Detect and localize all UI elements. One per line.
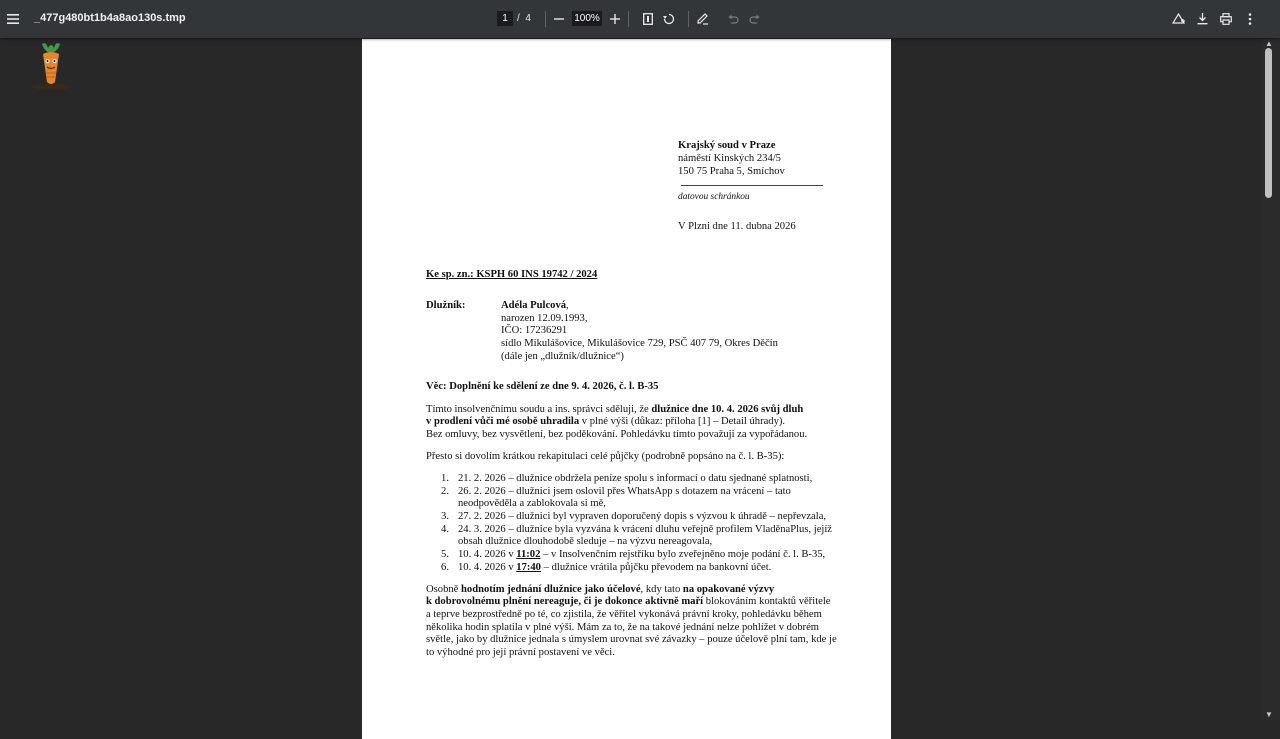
list-item-continued: obsah dlužnice dlouhodobě sleduje – na výzvu nereagovala, bbox=[458, 536, 713, 547]
scroll-up-arrow-icon[interactable]: ▲ bbox=[1265, 39, 1273, 48]
paragraph-1-line-2: v prodlení vůči mé osobě uhradila v plné výši (důkaz: příloha [1] – Detail úhrady). bbox=[426, 416, 786, 427]
court-street: náměstí Kinských 234/5 bbox=[678, 153, 781, 164]
list-item: 10. 4. 2026 v 17:40 – dlužnice vrátila půjčku převodem na bankovní účet. bbox=[458, 562, 772, 573]
address-rule bbox=[681, 185, 823, 186]
paragraph-3-line-1: Osobně hodnotím jednání dlužnice jako účelové, kdy tato na opakované výzvy bbox=[426, 584, 775, 595]
list-item: 21. 2. 2026 – dlužnice obdržela peníze spolu s informací o datu sjednané splatnosti, bbox=[458, 473, 813, 484]
more-vertical-icon[interactable] bbox=[1240, 9, 1260, 29]
court-name: Krajský soud v Praze bbox=[678, 140, 776, 151]
page-count: / 4 bbox=[517, 13, 531, 24]
list-number: 3. bbox=[441, 511, 449, 522]
debtor-ico: IČO: 17236291 bbox=[501, 325, 568, 336]
menu-icon[interactable] bbox=[3, 9, 23, 29]
file-name: _477g480bt1b4a8ao130s.tmp bbox=[34, 12, 186, 24]
redo-icon[interactable] bbox=[744, 9, 764, 29]
list-item: 26. 2. 2026 – dlužnici jsem oslovil přes WhatsApp s dotazem na vrácení – tato bbox=[458, 486, 791, 497]
paragraph-1-line-1: Tímto insolvenčnímu soudu a ins. správci sděluji, že dlužnice dne 10. 4. 2026 svůj dluh bbox=[426, 404, 804, 415]
plus-icon[interactable] bbox=[605, 9, 625, 29]
pdf-page bbox=[362, 39, 891, 739]
annotate-icon[interactable] bbox=[693, 9, 713, 29]
debtor-label: Dlužník: bbox=[426, 300, 466, 311]
toolbar-divider bbox=[628, 11, 629, 27]
delivery-method: datovou schránkou bbox=[678, 192, 750, 202]
place-date: V Plzni dne 11. dubna 2026 bbox=[678, 221, 796, 232]
print-icon[interactable] bbox=[1216, 9, 1236, 29]
rotate-icon[interactable] bbox=[659, 9, 679, 29]
paragraph-3-line-6: to výhodné pro její právní postavení ve věci. bbox=[426, 647, 615, 658]
zoom-input[interactable]: 100% bbox=[572, 11, 602, 26]
carrot-mascot-icon bbox=[28, 42, 74, 90]
debtor-birth: narozen 12.09.1993, bbox=[501, 313, 588, 324]
paragraph-3-line-3: a teprve bezprostředně po té, co zjistila, že věřitel vykonává právní kroky, pohledávku během bbox=[426, 609, 822, 620]
debtor-alias: (dále jen „dlužník/dlužnice“) bbox=[501, 351, 624, 362]
list-number: 1. bbox=[441, 473, 449, 484]
fit-page-icon[interactable] bbox=[638, 9, 658, 29]
list-item: 10. 4. 2026 v 11:02 – v Insolvenčním rejstříku bylo zveřejněno moje podání č. l. B-35, bbox=[458, 549, 826, 560]
page-number-input[interactable]: 1 bbox=[497, 11, 513, 26]
list-item: 24. 3. 2026 – dlužnice byla vyzvána k vrácení dluhu veřejně profilem VladěnaPlus, jejíž bbox=[458, 524, 833, 535]
download-icon[interactable] bbox=[1192, 9, 1212, 29]
debtor-name: Adéla Pulcová, bbox=[501, 300, 569, 311]
minus-icon[interactable] bbox=[549, 9, 569, 29]
paragraph-1-line-3: Bez omluvy, bez vysvětlení, bez poděkování. Pohledávku tímto považuji za vypořádanou. bbox=[426, 429, 808, 440]
list-item-continued: neodpověděla a zablokovala si mě, bbox=[458, 498, 606, 509]
debtor-seat: sídlo Mikulášovice, Mikulášovice 729, PSČ 407 79, Okres Děčín bbox=[501, 338, 778, 349]
list-number: 2. bbox=[441, 486, 449, 497]
court-city: 150 75 Praha 5, Smíchov bbox=[678, 166, 785, 177]
paragraph-3-line-4: několika hodin splatila v plné výši. Mám za to, že na takové jednání nelze pohlížet v dobrém bbox=[426, 622, 820, 633]
list-number: 4. bbox=[441, 524, 449, 535]
pdf-toolbar bbox=[0, 0, 1280, 38]
paragraph-3-line-2: k dobrovolnému plnění nereaguje, či je dokonce aktivně maří blokováním kontaktů věřitele bbox=[426, 596, 831, 607]
subject-line: Věc: Doplnění ke sdělení ze dne 9. 4. 2026, č. l. B-35 bbox=[426, 381, 659, 392]
paragraph-2: Přesto si dovolím krátkou rekapitulaci celé půjčky (podrobně popsáno na č. l. B-35): bbox=[426, 451, 785, 462]
toolbar-divider bbox=[688, 11, 689, 27]
case-reference: Ke sp. zn.: KSPH 60 INS 19742 / 2024 bbox=[426, 269, 598, 280]
list-item: 27. 2. 2026 – dlužnici byl vypraven doporučený dopis s výzvou k úhradě – nepřevzala, bbox=[458, 511, 827, 522]
save-to-drive-icon[interactable] bbox=[1168, 9, 1188, 29]
list-number: 6. bbox=[441, 562, 449, 573]
list-number: 5. bbox=[441, 549, 449, 560]
scrollbar-thumb[interactable] bbox=[1265, 48, 1272, 198]
paragraph-3-line-5: světle, jako by dlužnice jednala s úmyslem urovnat své závazky – pouze účelově plní tam, kde je bbox=[426, 634, 837, 645]
toolbar-divider bbox=[545, 11, 546, 27]
scroll-down-arrow-icon[interactable]: ▼ bbox=[1265, 710, 1273, 719]
undo-icon[interactable] bbox=[723, 9, 743, 29]
